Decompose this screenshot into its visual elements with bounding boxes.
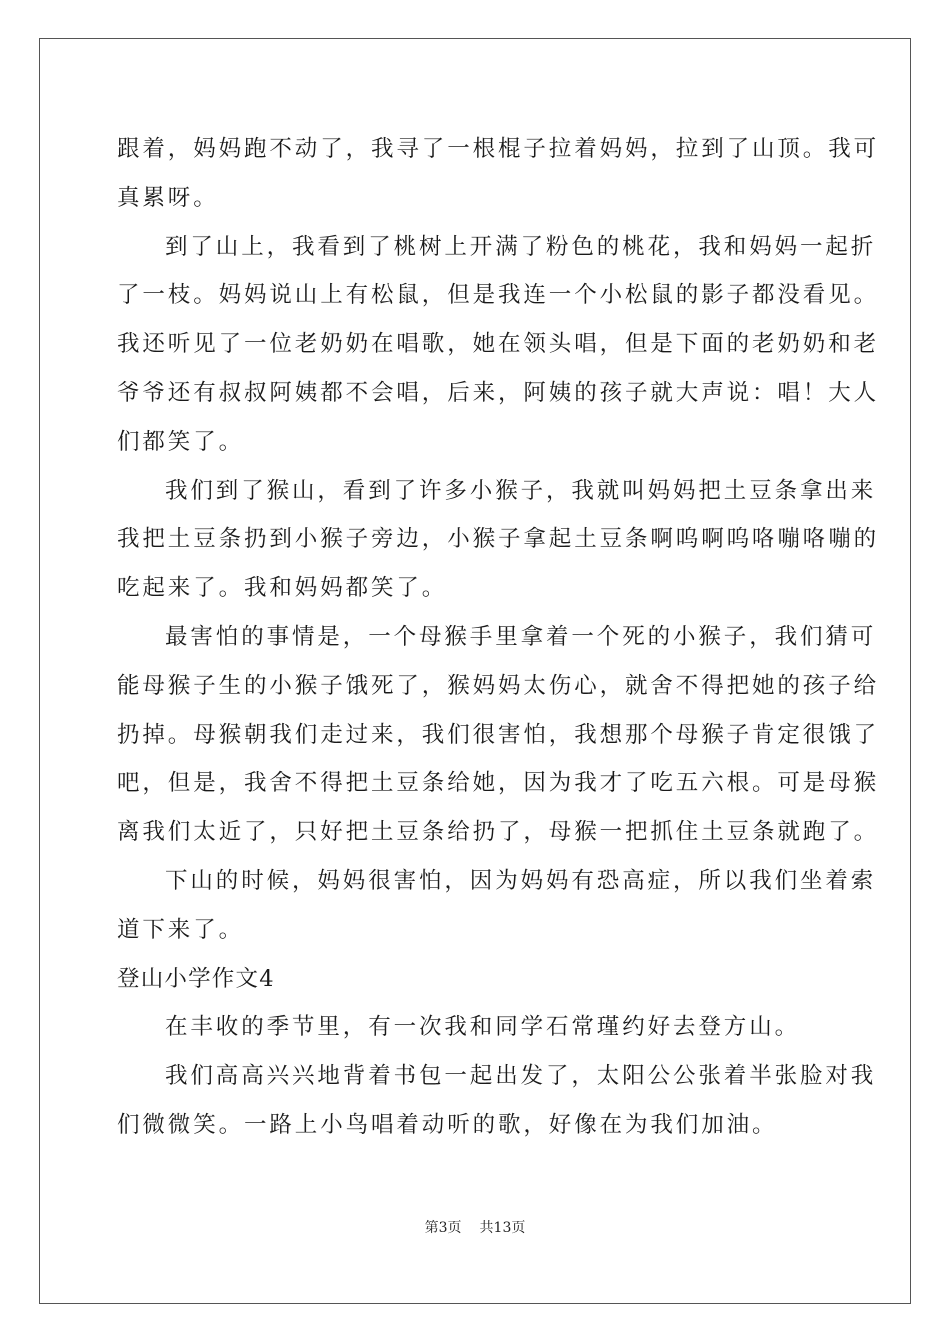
text-line: 离我们太近了，只好把土豆条给扔了，母猴一把抓住土豆条就跑了。 bbox=[117, 819, 880, 846]
document-body bbox=[117, 125, 880, 1150]
page-total: 共13页 bbox=[479, 1220, 526, 1236]
page-number: 第3页 bbox=[424, 1220, 462, 1236]
text-line: 们微微笑。一路上小鸟唱着动听的歌，好像在为我们加油。 bbox=[117, 1111, 778, 1138]
text-line: 道下来了。 bbox=[117, 916, 245, 943]
text-line: 在丰收的季节里，有一次我和同学石常瑾约好去登方山。 bbox=[165, 1014, 801, 1041]
text-line: 吧，但是，我舍不得把土豆条给她，因为我才了吃五六根。可是母猴 bbox=[117, 770, 880, 797]
text-line: 到了山上，我看到了桃树上开满了粉色的桃花，我和妈妈一起折 bbox=[165, 233, 877, 260]
text-line: 我还听见了一位老奶奶在唱歌，她在领头唱，但是下面的老奶奶和老 bbox=[117, 331, 880, 358]
text-line: 爷爷还有叔叔阿姨都不会唱，后来，阿姨的孩子就大声说：唱！大人 bbox=[117, 379, 880, 406]
text-line: 们都笑了。 bbox=[117, 428, 245, 455]
text-line: 了一枝。妈妈说山上有松鼠，但是我连一个小松鼠的影子都没看见。 bbox=[117, 282, 880, 309]
text-line: 最害怕的事情是，一个母猴手里拿着一个死的小猴子，我们猜可 bbox=[165, 623, 877, 650]
section-heading: 登山小学作文4 bbox=[117, 965, 275, 992]
text-line: 跟着，妈妈跑不动了，我寻了一根棍子拉着妈妈，拉到了山顶。我可 bbox=[117, 136, 880, 162]
text-line: 吃起来了。我和妈妈都笑了。 bbox=[117, 575, 448, 602]
text-line: 我把土豆条扔到小猴子旁边，小猴子拿起土豆条啊呜啊呜咯嘣咯嘣的 bbox=[117, 526, 880, 553]
text-line: 下山的时候，妈妈很害怕，因为妈妈有恐高症，所以我们坐着索 bbox=[165, 867, 877, 894]
page-footer bbox=[0, 1218, 950, 1238]
text-line: 我们到了猴山，看到了许多小猴子，我就叫妈妈把土豆条拿出来 bbox=[165, 477, 877, 504]
text-line: 扔掉。母猴朝我们走过来，我们很害怕，我想那个母猴子肯定很饿了 bbox=[117, 721, 880, 748]
text-line: 能母猴子生的小猴子饿死了，猴妈妈太伤心，就舍不得把她的孩子给 bbox=[117, 672, 880, 699]
text-line: 我们高高兴兴地背着书包一起出发了，太阳公公张着半张脸对我 bbox=[165, 1063, 877, 1090]
text-line: 真累呀。 bbox=[117, 184, 219, 211]
